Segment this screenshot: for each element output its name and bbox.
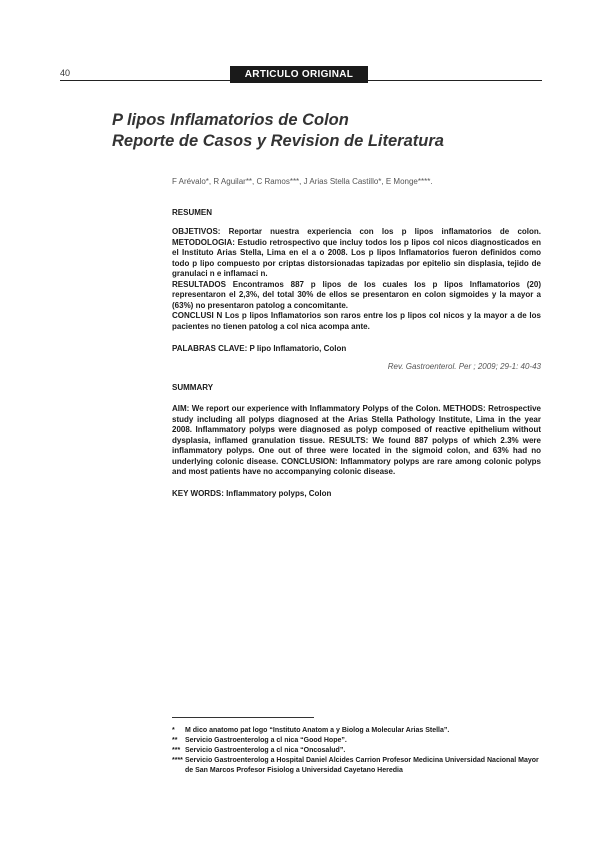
resumen-body [172,227,541,332]
resumen-paragraph-conclusion: CONCLUSI N Los p lipos Inflamatorios son raros entre los p lipos col nicos y la mayor a de los pacientes no tienen patolog a col nica acompa ante. [172,311,541,331]
citation: Rev. Gastroenterol. Per ; 2009; 29-1: 40-43 [387,362,541,371]
summary-heading: SUMMARY [172,383,214,392]
resumen-paragraph-resultados: RESULTADOS Encontramos 887 p lipos de los cuales los p lipos Inflamatorios (20) representaron el 2,3%, del total 30% de ellos se presentaron en colon sigmoides y la mayor a (63%) no presentaron patolog a concomitante. [172,279,541,310]
footnote-rule [172,717,314,718]
footnote-mark: *** [172,747,181,754]
footnote-text: M dico anatomo pat logo “Instituto Anatom a y Biolog a Molecular Arias Stella”. [185,727,450,734]
authors: F Arévalo*, R Aguilar**, C Ramos***, J Arias Stella Castillo*, E Monge****. [172,177,433,186]
footnote-text: Servicio Gastroenterolog a cl nica “Oncosalud”. [185,747,346,754]
section-banner: ARTICULO ORIGINAL [230,66,368,83]
page-number: 40 [60,68,71,78]
footnote-mark: * [172,727,175,734]
resumen-paragraph-objetivos: OBJETIVOS: Reportar nuestra experiencia con los p lipos inflamatorios de colon. METODOLOGIA: Estudio retrospectivo que incluy todos los p lipos col nicos diagnosticados en el Instituto Arias Stella, Lima en el a o 2008. Los p lipos Inflamatorios fueron definidos como todo p lipo compuesto por criptas distorsionadas tapizadas por epitelio sin displasia, tejido de granulaci n e inflamaci n. [172,227,541,278]
footnotes [172,726,542,776]
summary-body [172,404,541,478]
resumen-heading: RESUMEN [172,208,213,217]
footnote-text: Servicio Gastroenterolog a Hospital Daniel Alcides Carrion Profesor Medicina Universidad Nacional Mayor de San Marcos Profesor Fisiolog a Universidad Cayetano Heredia [185,757,539,774]
footnote-item [172,746,542,756]
footnote-item [172,756,542,776]
footnote-mark: **** [172,757,183,764]
footnote-item [172,736,542,746]
palabras-clave: PALABRAS CLAVE: P lipo Inflamatorio, Colon [172,344,347,353]
title-line-1: P lipos Inflamatorios de Colon [112,111,349,129]
key-words: KEY WORDS: Inflammatory polyps, Colon [172,489,332,498]
footnote-mark: ** [172,737,178,744]
footnote-text: Servicio Gastroenterolog a cl nica “Good Hope”. [185,737,347,744]
article-title [112,110,444,152]
footnote-item [172,726,542,736]
title-line-2: Reporte de Casos y Revision de Literatura [112,132,444,150]
summary-paragraph: AIM: We report our experience with Inflammatory Polyps of the Colon. METHODS: Retrospective study including all polyps diagnosed at the Arias Stella Pathology Institute, Lima in the year 2008. Inflammatory polyps were diagnosed as polyp composed of reactive epithelium without dysplasia, inflamed granulation tissue. RESULTS: We found 887 polyps of which 2.3% were inflammatory polyps. One out of three were located in the sigmoid colon, and 63% had no underlying colonic disease. CONCLUSION: Inflammatory polyps are rare among colonic polyps and most patients have no accompanying colonic disease. [172,404,541,476]
